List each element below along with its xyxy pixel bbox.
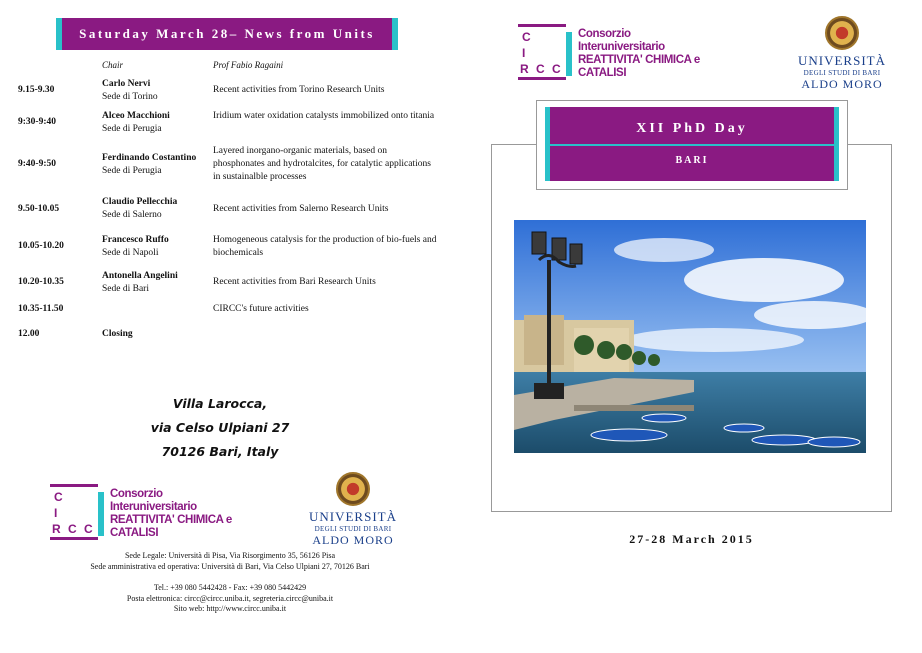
logo-line: REATTIVITA' CHIMICA e CATALISI <box>578 54 700 79</box>
contact-line: Sito web: http://www.circc.uniba.it <box>173 604 287 613</box>
uniba-line: DEGLI STUDI DI BARI <box>314 525 392 533</box>
session-topic: Iridium water oxidation catalysts immobilized onto titania <box>213 111 435 121</box>
speaker-place: Sede di Torino <box>102 92 158 102</box>
speaker <box>102 234 169 260</box>
uniba-line: ALDO MORO <box>801 77 883 91</box>
speaker-place: Sede di Napoli <box>102 248 159 258</box>
speaker-name: Antonella Angelini <box>102 271 178 281</box>
uniba-line: ALDO MORO <box>312 533 394 547</box>
logo-letter: R <box>520 62 529 76</box>
event-dates: 27-28 March 2015 <box>629 532 754 546</box>
uniba-line: UNIVERSITÀ <box>798 53 886 68</box>
logo-letter: R <box>52 522 61 536</box>
venue-line: 70126 Bari, Italy <box>161 444 279 459</box>
logo-line: Interuniversitario <box>578 41 665 53</box>
session-topic: Homogeneous catalysis for the production of bio-fuels and biochemicals <box>213 235 437 258</box>
logo-letter: C <box>68 522 77 536</box>
session-time: 9:30-9:40 <box>18 117 56 127</box>
session-topic: Recent activities from Torino Research Units <box>213 85 385 95</box>
contact-line: Tel.: +39 080 5442428 - Fax: +39 080 5442429 <box>153 583 307 592</box>
contact-line: Sede amministrativa ed operativa: Università di Bari, Via Celso Ulpiani 27, 70126 Bari <box>90 561 370 571</box>
session-time: 10.05-10.20 <box>18 241 64 251</box>
logo-line: REATTIVITA' CHIMICA e CATALISI <box>110 514 232 539</box>
speaker-name: Claudio Pellecchia <box>102 197 178 207</box>
venue-line: Villa Larocca, <box>172 396 268 411</box>
speaker-place: Sede di Perugia <box>102 124 162 134</box>
session-time: 12.00 <box>18 329 40 339</box>
closing-label: Closing <box>102 329 133 339</box>
speaker <box>102 110 170 136</box>
logo-letter: C <box>536 62 545 76</box>
logo-letter: C <box>552 62 561 76</box>
seafront-illustration <box>514 220 866 453</box>
bari-seafront-photo <box>514 220 866 453</box>
venue-line: via Celso Ulpiani 27 <box>150 420 290 435</box>
speaker-name: Alceo Macchioni <box>102 111 170 121</box>
session-topic: Recent activities from Salerno Research Units <box>213 204 389 214</box>
session-time: 10.20-10.35 <box>18 277 64 287</box>
event-title-box <box>545 107 839 181</box>
logo-line: Consorzio <box>110 488 163 500</box>
speaker <box>102 152 196 178</box>
circc-logo-text <box>110 488 280 540</box>
logo-letter: C <box>84 522 93 536</box>
logo-letter: I <box>522 46 526 60</box>
event-city: BARI <box>675 155 709 166</box>
uniba-logo <box>303 472 403 548</box>
session-topic: Recent activities from Bari Research Units <box>213 277 376 287</box>
speaker-name: Francesco Ruffo <box>102 235 169 245</box>
contact-line: Sede Legale: Università di Pisa, Via Risorgimento 35, 56126 Pisa <box>124 551 336 560</box>
speaker-place: Sede di Bari <box>102 284 149 294</box>
university-seal-icon <box>825 16 859 50</box>
speaker <box>102 328 133 341</box>
schedule-banner-text: Saturday March 28– News from Units <box>79 26 375 41</box>
uniba-line: DEGLI STUDI DI BARI <box>803 69 881 77</box>
session-time: 9.50-10.05 <box>18 204 60 214</box>
venue-address <box>120 392 320 464</box>
event-title: XII PhD Day <box>636 121 748 136</box>
session-topic: Layered inorgano-organic materials, based on phosphonates and hydrotalcites, for catalytic applications in sustainalble processes <box>213 146 431 182</box>
logo-letter: C <box>522 30 531 44</box>
speaker <box>102 78 158 104</box>
contact-line: Posta elettronica: circc@circc.uniba.it, segreteria.circc@uniba.it <box>126 593 334 603</box>
uniba-logo <box>792 16 892 92</box>
title-separator <box>550 144 834 146</box>
session-time: 9:40-9:50 <box>18 159 56 169</box>
session-time: 9.15-9.30 <box>18 85 55 95</box>
speaker <box>102 270 178 296</box>
schedule-banner <box>56 18 398 50</box>
speaker-name: Ferdinando Costantino <box>102 153 197 163</box>
logo-letter: C <box>54 490 63 504</box>
logo-letter: I <box>54 506 58 520</box>
contact-info <box>40 551 420 615</box>
uniba-line: UNIVERSITÀ <box>309 509 397 524</box>
chair-header: Chair <box>102 60 124 70</box>
circc-logo-text <box>578 28 748 80</box>
university-seal-icon <box>336 472 370 506</box>
speaker-place: Sede di Salerno <box>102 210 162 220</box>
speaker <box>102 196 177 222</box>
session-time: 10.35-11.50 <box>18 304 64 314</box>
session-topic: CIRCC's future activities <box>213 304 309 314</box>
speaker-place: Sede di Perugia <box>102 166 162 176</box>
speaker-name: Carlo Nervi <box>102 79 151 89</box>
logo-line: Consorzio <box>578 28 631 40</box>
chair-name-header: Prof Fabio Ragaini <box>213 60 284 70</box>
logo-line: Interuniversitario <box>110 501 197 513</box>
